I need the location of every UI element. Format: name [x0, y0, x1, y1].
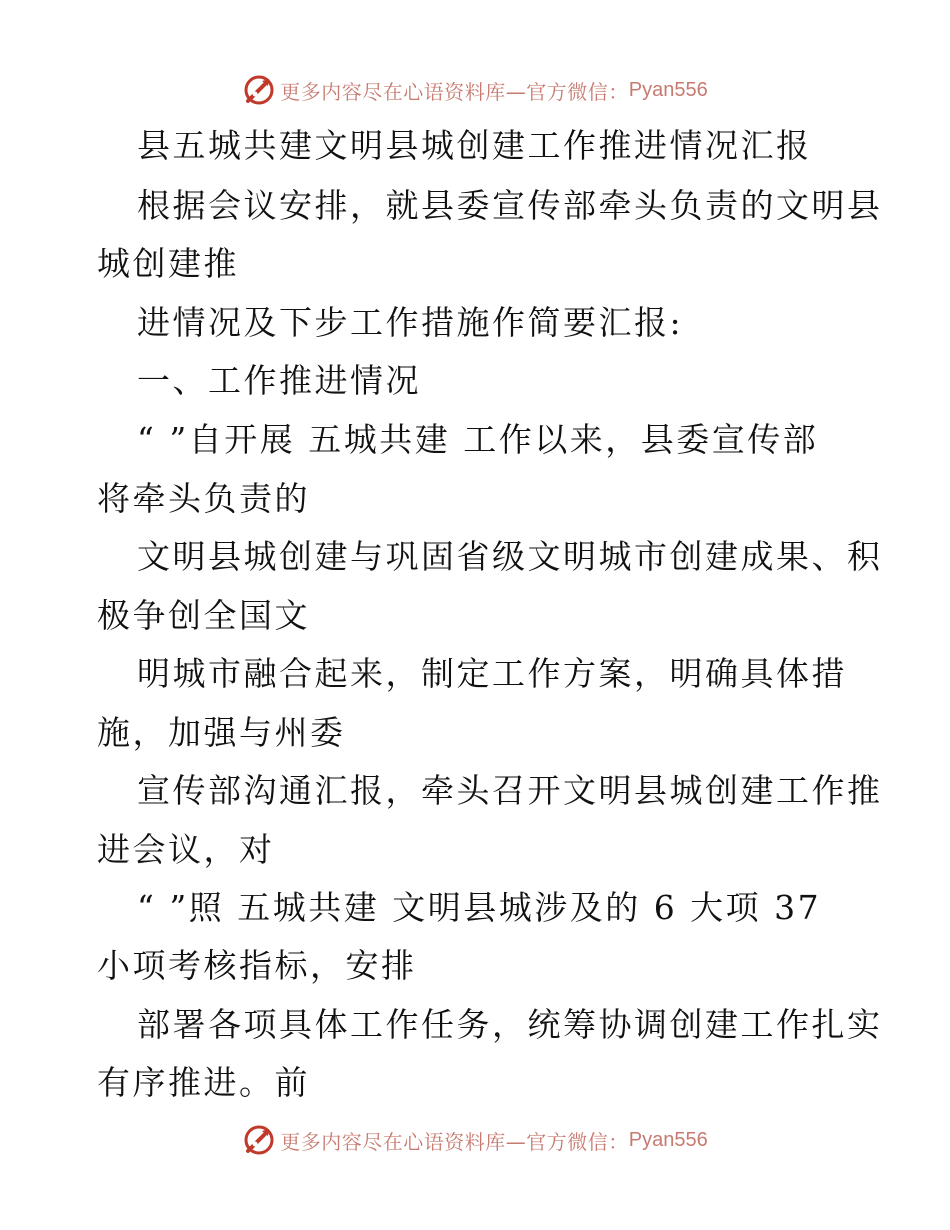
banner-text: 更多内容尽在心语资料库—官方微信： [280, 1129, 629, 1154]
paragraph-line: 宣传部沟通汇报，牵头召开文明县城创建工作推 [137, 771, 883, 810]
document-title: 县五城共建文明县城创建工作推进情况汇报 [137, 126, 812, 165]
banner-wechat-id: Pyan556 [628, 1128, 708, 1151]
paragraph-line: 城创建推 [97, 244, 239, 283]
paragraph-line: 将牵头负责的 [97, 479, 310, 518]
paragraph-line: 部署各项具体工作任务，统筹协调创建工作扎实 [137, 1005, 883, 1044]
footer-banner [0, 1120, 950, 1160]
paragraph-line: 明城市融合起来，制定工作方案，明确具体措 [137, 654, 847, 693]
paragraph-line: “ ”自开展 五城共建 工作以来，县委宣传部 [137, 420, 819, 459]
paragraph-line: 进会议，对 [97, 830, 275, 869]
pen-logo-icon [242, 1123, 276, 1157]
paragraph-line: “ ”照 五城共建 文明县城涉及的 6 大项 37 [137, 888, 822, 927]
paragraph-line: 极争创全国文 [97, 596, 310, 635]
banner-text: 更多内容尽在心语资料库—官方微信： [280, 79, 629, 104]
paragraph-line: 根据会议安排，就县委宣传部牵头负责的文明县 [137, 186, 883, 225]
paragraph-line: 有序推进。前 [97, 1063, 310, 1102]
pen-logo-icon [242, 73, 276, 107]
header-banner [0, 70, 950, 110]
banner-wechat-id: Pyan556 [628, 78, 708, 101]
paragraph-line: 施，加强与州委 [97, 713, 346, 752]
paragraph-line: 进情况及下步工作措施作简要汇报: [137, 303, 684, 342]
section-heading: 一、工作推进情况 [137, 361, 421, 400]
paragraph-line: 小项考核指标，安排 [97, 946, 417, 985]
paragraph-line: 文明县城创建与巩固省级文明城市创建成果、积 [137, 537, 883, 576]
